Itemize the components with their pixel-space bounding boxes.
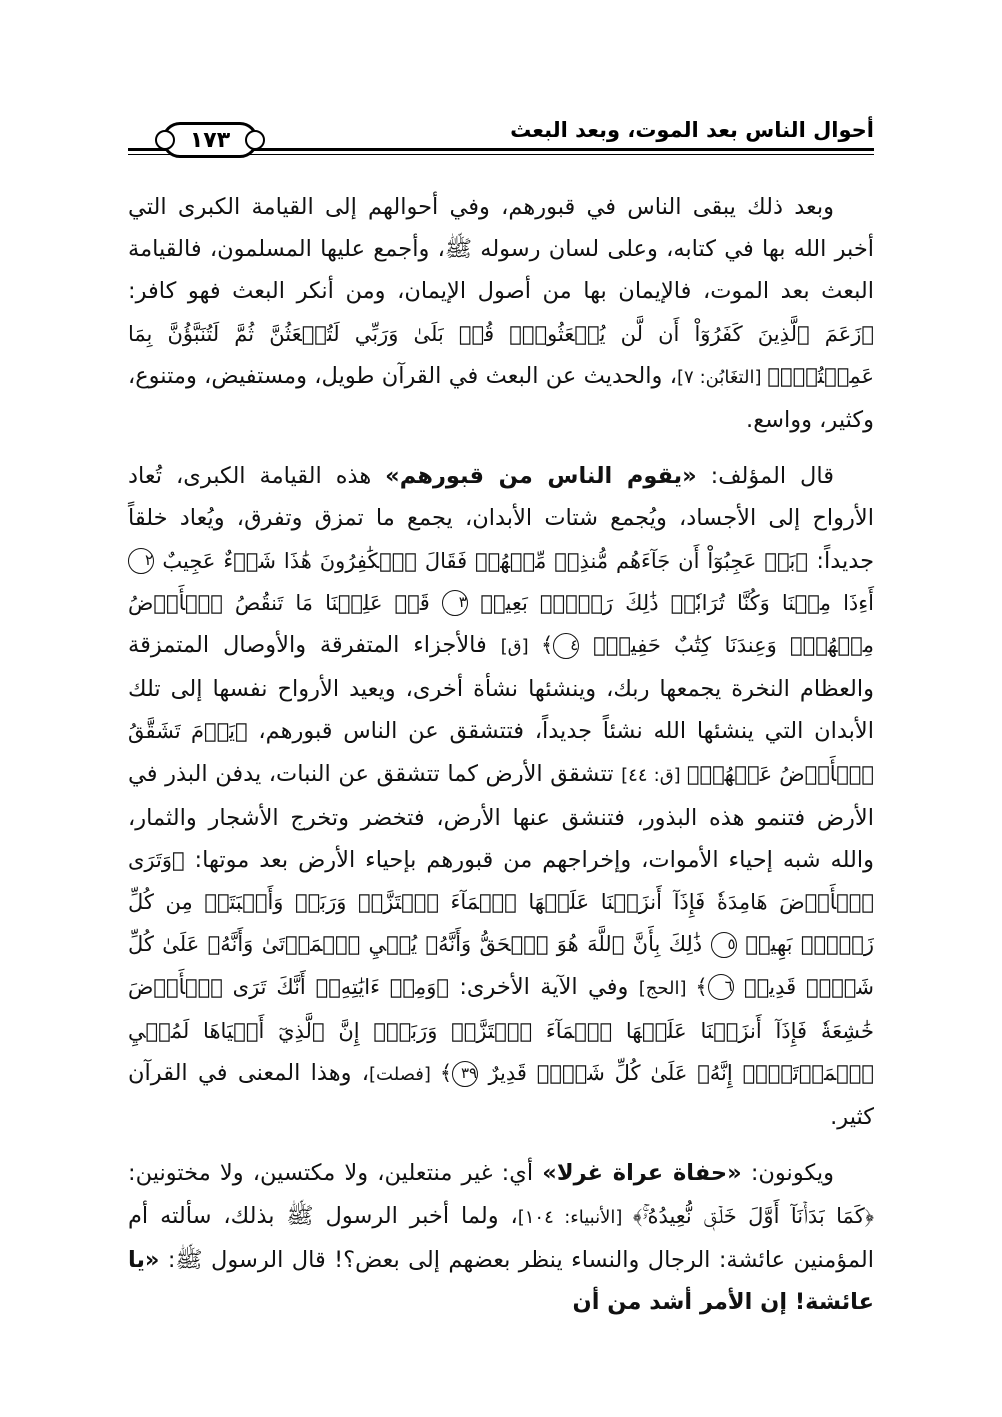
quran-bracket: ﴾ — [695, 974, 708, 999]
quran-bracket: ﴾ — [540, 633, 554, 658]
quoted-matn: «يقوم الناس من قبورهم» — [385, 463, 697, 490]
verse-reference: [فصلت] — [369, 1064, 440, 1086]
text-run: وفي الآية الأخرى: — [449, 973, 639, 1000]
page-header — [128, 108, 874, 164]
text-run: تتشقق الأرض كما تتشقق عن النبات، يدفن البذر في الأرض فتنمو هذه البذور، فتنشق عنها الأرض، فتخضر وتخرج الأشجار والثمار، والله شبه إحياء الأموات، وإخراجهم من قبورهم بإحياء الأرض بعد موتها: — [128, 760, 874, 874]
quran-verse: ﴿وَمِنۡ ءَايَٰتِهِۦٓ أَنَّكَ تَرَى ٱلۡأَرۡضَ خَٰشِعَةٗ فَإِذَآ أَنزَلۡنَا عَلَيۡهَا ٱلۡمَآءَ ٱهۡتَزَّتۡ وَرَبَتۡۚ إِنَّ ٱلَّذِيٓ أَحۡيَاهَا لَمُحۡيِ ٱلۡمَوۡتَىٰٓۚ إِنَّهُۥ عَلَىٰ كُلِّ شَيۡءٖ قَدِيرٌ — [128, 974, 874, 1086]
verse-reference: [الحج] — [638, 977, 696, 999]
ayah-number-mark: ٦ — [708, 974, 734, 1000]
quran-verse: قَدۡ عَلِمۡنَا مَا تَنقُصُ ٱلۡأَرۡضُ مِنۡهُمۡۖ وَعِندَنَا كِتَٰبٌ حَفِيظُۢ — [128, 590, 874, 658]
paragraph-2 — [128, 455, 874, 1138]
quran-bracket: ﴾ — [439, 1061, 453, 1086]
text-run: وبعد ذلك يبقى الناس في قبورهم، وفي أحوالهم إلى القيامة الكبرى التي أخبر الله بها في كتابه، وعلى لسان رسوله ﷺ، وأجمع عليها المسلمون، فالقيامة البعث بعد الموت، فالإيمان بها من أصول الإيمان، ومن أنكر البعث فهو كافر: — [128, 194, 874, 305]
ayah-number-mark: ٥ — [711, 932, 737, 958]
text-run: ، والحديث عن البعث في القرآن طويل، ومستفيض، ومتنوع، وكثير، وواسع. — [128, 362, 874, 434]
paragraph-3 — [128, 1152, 874, 1323]
page-number-ornament — [162, 122, 258, 158]
text-run: ويكونون: — [741, 1160, 834, 1187]
ayah-number-mark: ٣ — [442, 590, 468, 616]
verse-reference: [ق] — [500, 636, 541, 658]
verse-reference: [ق: ٤٤] — [621, 764, 687, 786]
quran-verse: ﴿زَعَمَ ٱلَّذِينَ كَفَرُوٓاْ أَن لَّن يُبۡعَثُواْۚ قُلۡ بَلَىٰ وَرَبِّي لَتُبۡعَثُنَّ ثُمَّ لَتُنَبَّؤُنَّ بِمَا عَمِلۡتُمۡۚ﴾ — [128, 321, 875, 388]
ayah-number-mark: ٣٩ — [452, 1061, 478, 1087]
verse-reference: [التغَابُن: ٧] — [676, 366, 768, 388]
text-run: فالأجزاء المتفرقة والأوصال المتمزقة والعظام النخرة يجمعها ربك، وينشئها نشأة أخرى، ويعيد الأرواح نفسها إلى تلك الأبدان التي ينشئها الله نشئاً جديداً، فتتشقق عن الناس قبورهم، — [128, 632, 874, 745]
text-run: قال المؤلف: — [696, 463, 835, 490]
quran-verse: ﴿بَلۡ عَجِبُوٓاْ أَن جَآءَهُم مُّنذِرٞ مِّنۡهُمۡ فَقَالَ ٱلۡكَٰفِرُونَ هَٰذَا شَيۡءٌ عَجِيبٌ — [162, 548, 808, 573]
quran-verse: ذَٰلِكَ بِأَنَّ ٱللَّهَ هُوَ ٱلۡحَقُّ وَأَنَّهُۥ يُحۡيِ ٱلۡمَوۡتَىٰ وَأَنَّهُۥ عَلَىٰ كُلِّ شَيۡءٖ قَدِيرٞ — [128, 932, 874, 999]
paragraph-1 — [128, 186, 874, 441]
verse-reference: [الأنبياء: ١٠٤] — [517, 1206, 633, 1228]
page-number: ١٧٣ — [189, 127, 231, 153]
text-run: أي: غير منتعلين، ولا مكتسين، ولا مختونين: — [128, 1160, 543, 1187]
text-run: هذه القيامة الكبرى، تُعاد الأرواح إلى الأجساد، ويُجمع شتات الأبدان، يجمع ما تمزق وتفرق، ويُعاد خلقاً جديداً: — [128, 463, 874, 574]
quoted-matn: «حفاة عراة غرلا» — [542, 1160, 742, 1187]
quran-verse: أَءِذَا مِتۡنَا وَكُنَّا تُرَابٗاۖ ذَٰلِكَ رَجۡعُۢ بَعِيدٞ — [480, 590, 874, 615]
ayah-number-mark: ٤ — [553, 633, 579, 659]
page — [128, 108, 874, 1358]
text-run: ، ولما أخبر الرسول ﷺ بذلك، سألته أم المؤمنين عائشة: الرجال والنساء ينظر بعضهم إلى بعض؟! قال الرسول ﷺ: — [128, 1202, 874, 1273]
quran-verse: ﴿يَوۡمَ تَشَقَّقُ ٱلۡأَرۡضُ عَنۡهُمۡ﴾ — [128, 719, 875, 786]
text-run: ، وهذا المعنى في القرآن كثير. — [128, 1060, 874, 1131]
ayah-number-mark: ٢ — [128, 548, 154, 574]
quoted-hadith: «يا عائشة! إن الأمر أشد من أن — [128, 1246, 874, 1316]
quran-verse: ﴿وَتَرَى ٱلۡأَرۡضَ هَامِدَةٗ فَإِذَآ أَنزَلۡنَا عَلَيۡهَا ٱلۡمَآءَ ٱهۡتَزَّتۡ وَرَبَتۡ وَأَنۢبَتَتۡ مِن كُلِّ زَوۡجِۭ بَهِيجٖ — [128, 848, 874, 957]
running-title: أحوال الناس بعد الموت، وبعد البعث — [510, 118, 874, 142]
body-text — [128, 186, 874, 1323]
quran-verse: ﴿كَمَا بَدَأۡنَآ أَوَّلَ خَلۡقٖ نُّعِيدُهُۥۚ﴾ — [632, 1203, 874, 1228]
